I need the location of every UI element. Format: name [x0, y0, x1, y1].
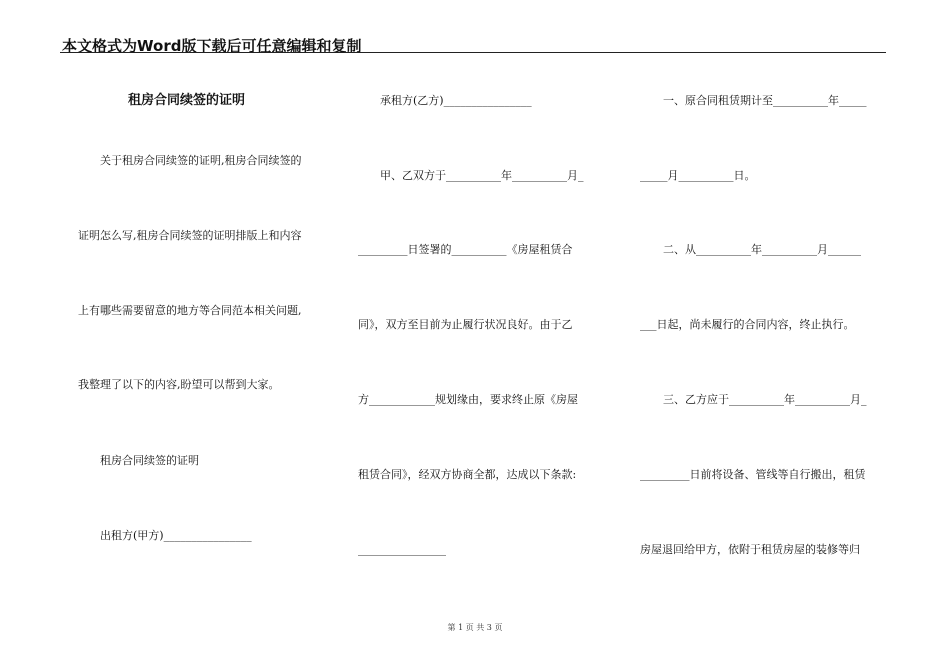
landlord-field: 出租方(甲方)________________ [100, 529, 252, 542]
tenant-field: 承租方(乙方)________________ [380, 94, 532, 107]
paragraph-line: 我整理了以下的内容,盼望可以帮到大家。 [78, 378, 280, 391]
paragraph-line: 方____________规划缘由，要求终止原《房屋 [358, 393, 578, 406]
page-number: 第 1 页 共 3 页 [447, 623, 503, 632]
paragraph-line: 甲、乙双方于__________年__________月_ [380, 169, 584, 182]
paragraph-line: _________日签署的__________《房屋租赁合 [358, 243, 573, 256]
header-divider [60, 52, 886, 53]
clause-3-line: _________日前将设备、管线等自行搬出，租赁 [640, 468, 866, 481]
document-title: 租房合同续签的证明 [128, 93, 246, 108]
header-notice: 本文格式为Word版下载后可任意编辑和复制 [62, 37, 362, 55]
clause-1-line: 一、原合同租赁期计至__________年_____ [663, 94, 867, 107]
clause-1-line: _____月__________日。 [640, 169, 756, 182]
blank-line: ________________ [358, 543, 446, 556]
paragraph-line: 同》，双方至目前为止履行状况良好。由于乙 [358, 318, 573, 331]
clause-2-line: 二、从__________年__________月______ [663, 243, 861, 256]
clause-3-line: 房屋退回给甲方，依附于租赁房屋的装修等归 [640, 543, 860, 556]
paragraph-line: 租赁合同》，经双方协商全都，达成以下条款: [358, 468, 577, 481]
clause-2-line: ___日起，尚未履行的合同内容，终止执行。 [640, 318, 855, 331]
section-heading: 租房合同续签的证明 [100, 454, 199, 467]
paragraph-line: 证明怎么写,租房合同续签的证明排版上和内容 [78, 229, 302, 242]
clause-3-line: 三、乙方应于__________年__________月_ [663, 393, 867, 406]
paragraph-line: 关于租房合同续签的证明,租房合同续签的 [100, 154, 302, 167]
paragraph-line: 上有哪些需要留意的地方等合同范本相关问题, [78, 304, 302, 317]
